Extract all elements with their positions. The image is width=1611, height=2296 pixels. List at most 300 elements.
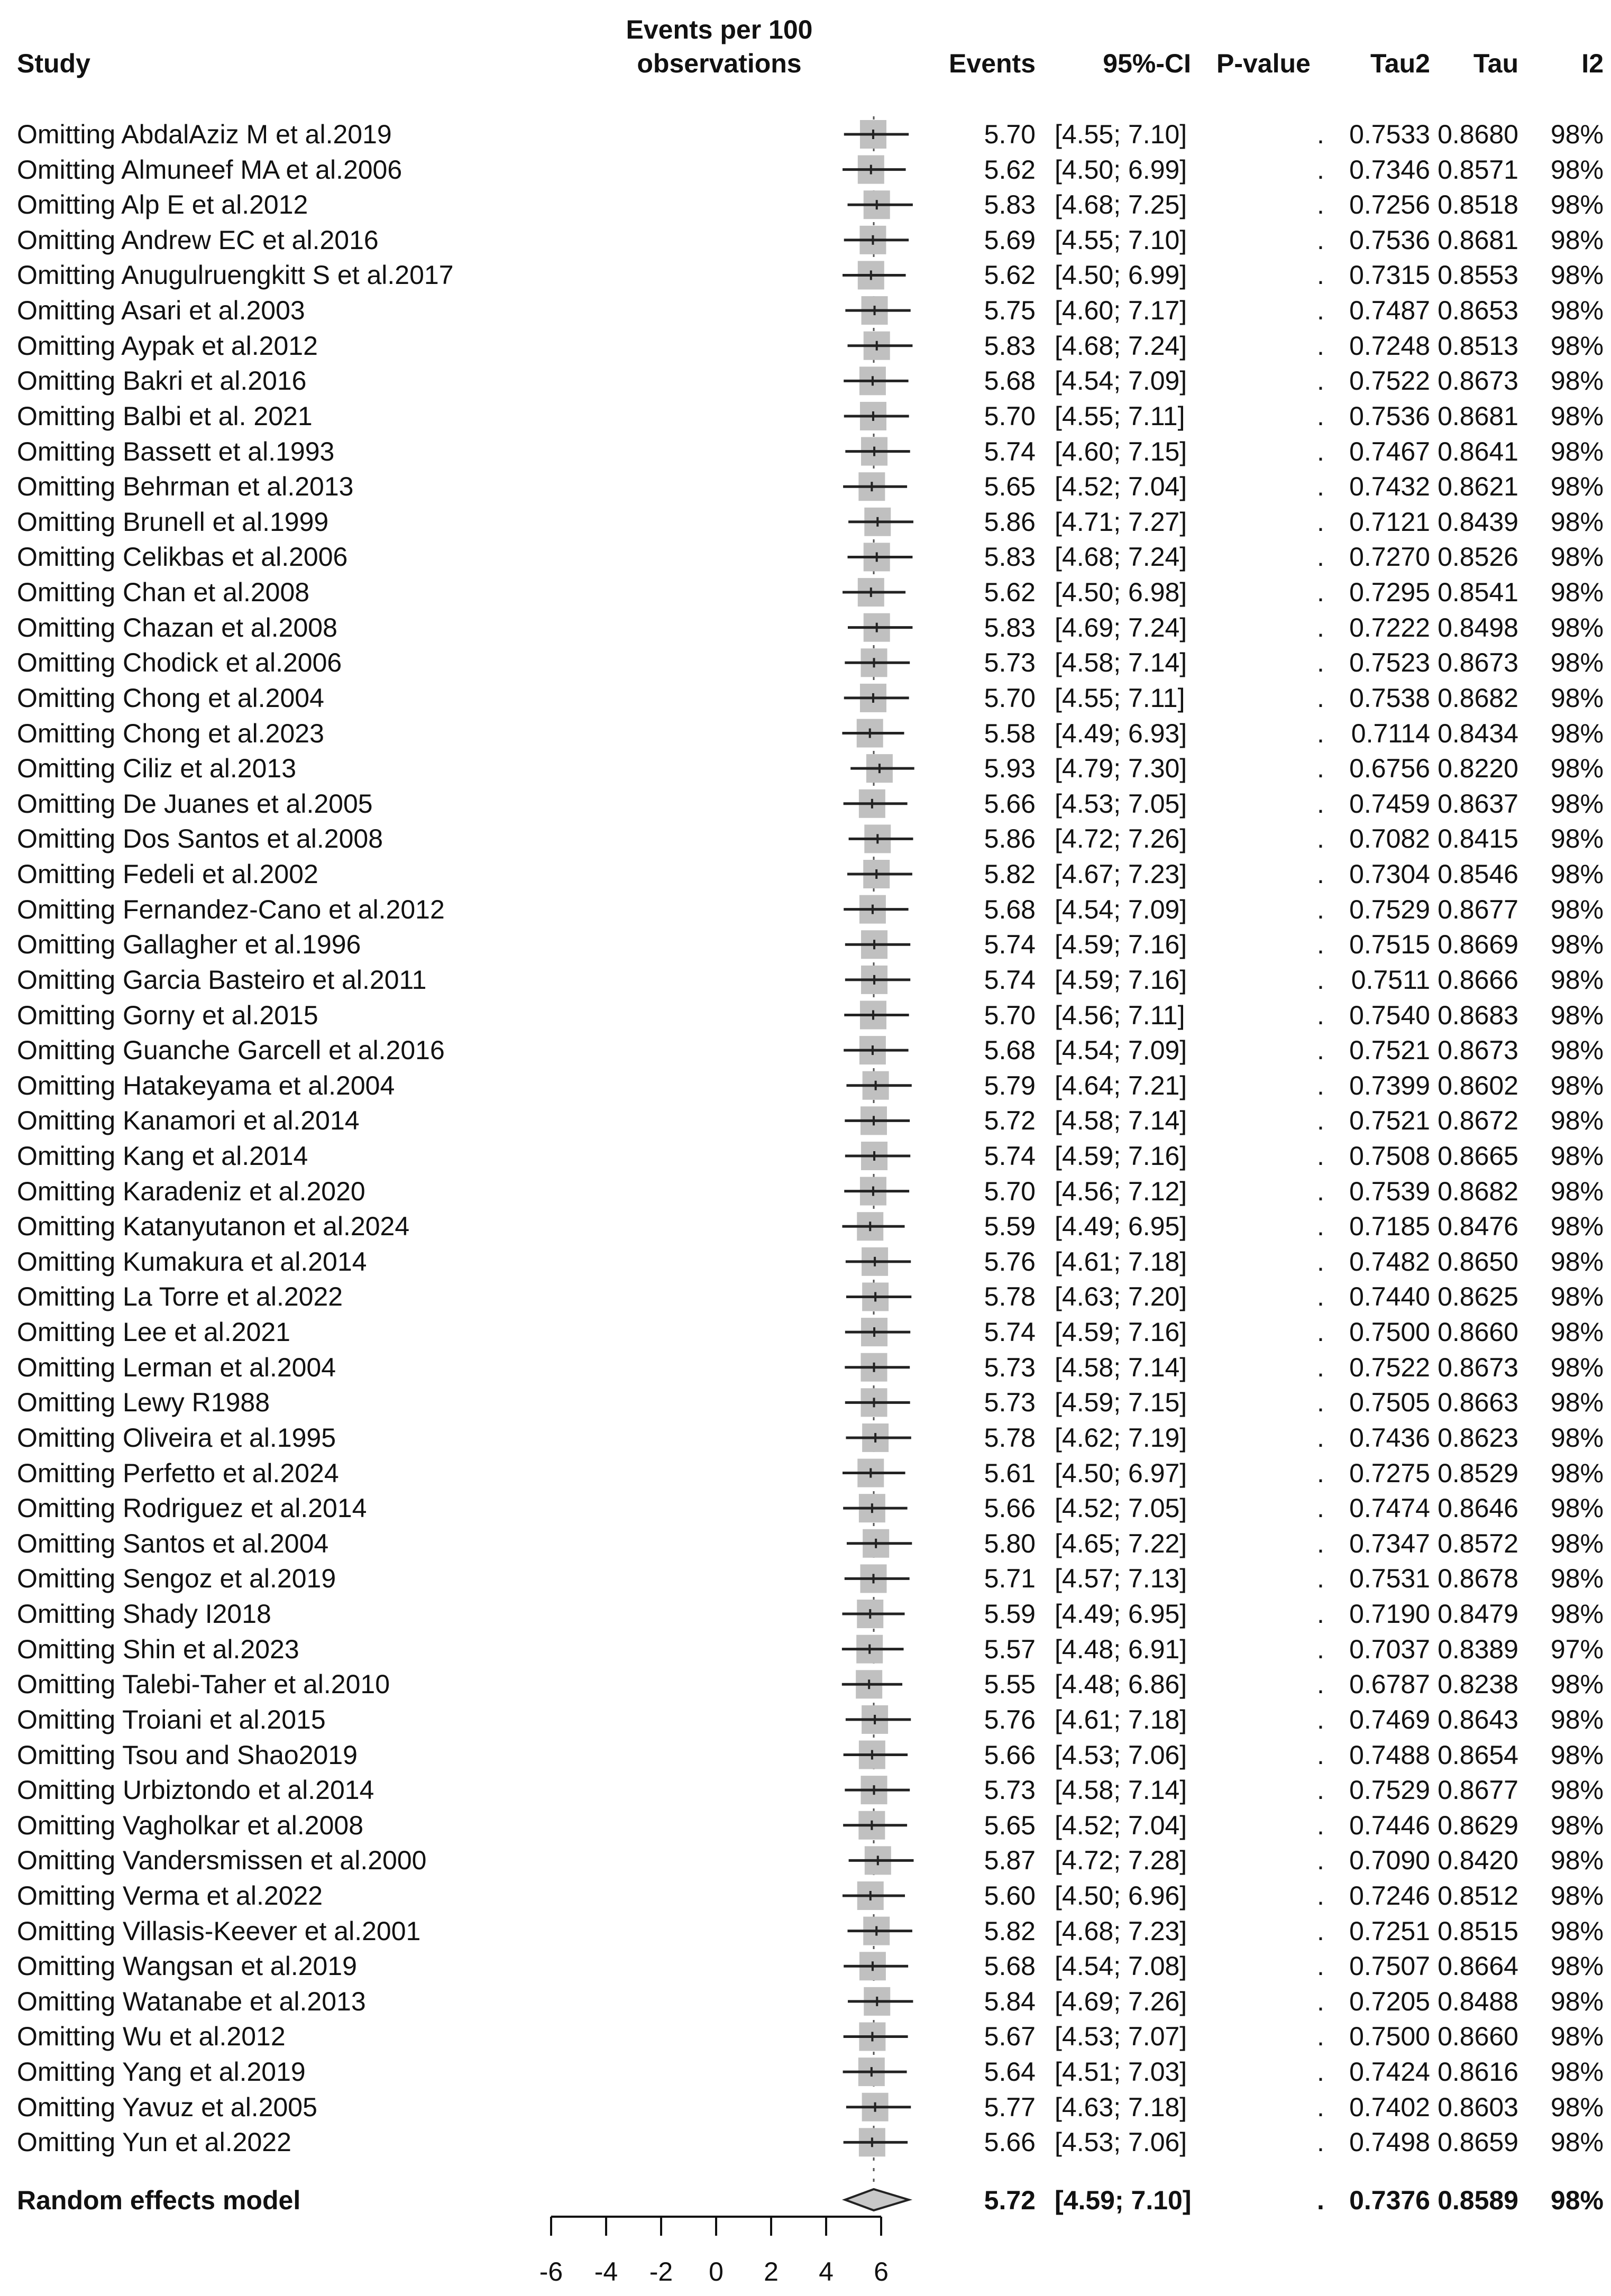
cell-p: . [1317,472,1324,502]
cell-ci: [4.48; 6.86] [1055,1669,1187,1700]
cell-tau: 0.8616 [1438,2057,1518,2087]
cell-tau: 0.8677 [1438,894,1518,924]
cell-events: 5.66 [984,1493,1036,1523]
cell-events: 5.70 [984,683,1036,713]
cell-p: . [1317,330,1324,361]
cell-p: . [1317,1845,1324,1876]
cell-ci: [4.54; 7.09] [1055,1035,1187,1066]
cell-p: . [1317,1916,1324,1946]
cell-events: 5.65 [984,1810,1036,1840]
cell-p: . [1317,1599,1324,1629]
cell-ci: [4.58; 7.14] [1055,1775,1187,1805]
cell-study: Omitting Lerman et al.2004 [17,1352,336,1382]
cell-ci: [4.50; 6.96] [1055,1881,1187,1911]
x-axis-tick-label: -2 [649,2257,673,2286]
cell-p: . [1317,1881,1324,1911]
cell-study: Omitting Wangsan et al.2019 [17,1951,357,1981]
cell-tau: 0.8238 [1438,1669,1518,1700]
cell-study: Omitting Alp E et al.2012 [17,190,308,220]
cell-study: Omitting AbdalAziz M et al.2019 [17,120,392,149]
cell-p: . [1317,1422,1324,1453]
cell-events: 5.62 [984,154,1036,185]
cell-tau2: 0.7399 [1349,1070,1430,1100]
cell-p: . [1317,648,1324,678]
cell-tau: 0.8625 [1438,1282,1518,1312]
cell-ci: [4.54; 7.09] [1055,894,1187,924]
cell-i2: 98% [1550,1916,1604,1946]
cell-ci: [4.58; 7.14] [1055,1352,1187,1382]
cell-tau2: 0.6756 [1349,754,1430,784]
cell-events: 5.68 [984,366,1036,396]
cell-ci: [4.49; 6.93] [1055,718,1187,748]
cell-study: Omitting Rodriguez et al.2014 [17,1493,367,1523]
header-events: Events [949,49,1036,78]
cell-tau: 0.8673 [1438,648,1518,678]
cell-tau2: 0.7275 [1349,1458,1430,1488]
cell-events: 5.68 [984,1035,1036,1066]
cell-tau2: 0.7536 [1349,401,1430,431]
cell-tau2: 0.7270 [1349,542,1430,572]
cell-i2: 98% [1550,577,1604,608]
summary-events: 5.72 [984,2185,1036,2215]
cell-tau: 0.8653 [1438,296,1518,326]
cell-tau2: 0.7505 [1349,1388,1430,1418]
cell-study: Omitting Shin et al.2023 [17,1634,299,1664]
cell-p: . [1317,1951,1324,1981]
cell-i2: 98% [1550,1704,1604,1734]
cell-i2: 98% [1550,1035,1604,1066]
cell-ci: [4.58; 7.14] [1055,648,1187,678]
cell-i2: 98% [1550,1422,1604,1453]
cell-p: . [1317,507,1324,537]
cell-p: . [1317,824,1324,854]
cell-ci: [4.61; 7.18] [1055,1704,1187,1734]
cell-p: . [1317,542,1324,572]
cell-p: . [1317,859,1324,889]
cell-tau: 0.8498 [1438,612,1518,642]
cell-p: . [1317,1810,1324,1840]
cell-events: 5.76 [984,1704,1036,1734]
cell-events: 5.60 [984,1881,1036,1911]
cell-i2: 98% [1550,366,1604,396]
cell-study: Omitting Gorny et al.2015 [17,1000,318,1030]
cell-tau2: 0.7114 [1351,718,1430,748]
cell-i2: 98% [1550,1951,1604,1981]
cell-events: 5.58 [984,718,1036,748]
cell-p: . [1317,1352,1324,1382]
cell-tau2: 0.7487 [1349,296,1430,326]
cell-p: . [1317,1388,1324,1418]
cell-events: 5.62 [984,260,1036,290]
cell-tau2: 0.7540 [1349,1000,1430,1030]
cell-events: 5.57 [984,1634,1036,1664]
cell-tau: 0.8415 [1438,824,1518,854]
cell-ci: [4.69; 7.26] [1055,1986,1187,2016]
cell-ci: [4.55; 7.11] [1055,683,1185,713]
cell-i2: 98% [1550,1352,1604,1382]
cell-i2: 98% [1550,472,1604,502]
cell-tau: 0.8602 [1438,1070,1518,1100]
cell-tau: 0.8439 [1438,507,1518,537]
cell-tau2: 0.7521 [1349,1106,1430,1136]
cell-tau: 0.8654 [1438,1740,1518,1770]
cell-tau: 0.8665 [1438,1141,1518,1171]
cell-tau: 0.8518 [1438,190,1518,220]
cell-tau: 0.8571 [1438,154,1518,185]
cell-events: 5.82 [984,1916,1036,1946]
cell-i2: 98% [1550,1317,1604,1347]
cell-study: Omitting Guanche Garcell et al.2016 [17,1035,445,1066]
cell-p: . [1317,401,1324,431]
cell-events: 5.68 [984,1951,1036,1981]
cell-p: . [1317,1986,1324,2016]
cell-i2: 98% [1550,296,1604,326]
cell-study: Omitting Dos Santos et al.2008 [17,824,383,854]
cell-p: . [1317,436,1324,466]
cell-tau2: 0.7508 [1349,1141,1430,1171]
cell-study: Omitting Bakri et al.2016 [17,366,307,396]
x-axis-tick-label: 4 [819,2257,834,2286]
cell-events: 5.66 [984,788,1036,819]
cell-events: 5.71 [984,1564,1036,1594]
cell-p: . [1317,1141,1324,1171]
cell-tau2: 0.6787 [1349,1669,1430,1700]
cell-study: Omitting Karadeniz et al.2020 [17,1176,365,1206]
cell-ci: [4.59; 7.16] [1055,1141,1187,1171]
cell-tau2: 0.7515 [1349,930,1430,960]
cell-ci: [4.53; 7.06] [1055,1740,1187,1770]
cell-i2: 98% [1550,1845,1604,1876]
header-ci: 95%-CI [1103,49,1191,78]
cell-i2: 98% [1550,401,1604,431]
cell-ci: [4.49; 6.95] [1055,1599,1187,1629]
cell-ci: [4.50; 6.99] [1055,260,1187,290]
cell-i2: 98% [1550,120,1604,149]
cell-tau: 0.8220 [1438,754,1518,784]
x-axis-tick-label: 0 [709,2257,724,2286]
cell-ci: [4.50; 6.97] [1055,1458,1187,1488]
cell-tau: 0.8646 [1438,1493,1518,1523]
cell-events: 5.73 [984,1388,1036,1418]
cell-tau: 0.8546 [1438,859,1518,889]
cell-tau2: 0.7246 [1349,1881,1430,1911]
cell-tau2: 0.7347 [1349,1528,1430,1558]
cell-tau2: 0.7521 [1349,1035,1430,1066]
cell-tau2: 0.7304 [1349,859,1430,889]
header-tau: Tau [1473,49,1518,78]
cell-tau: 0.8476 [1438,1211,1518,1242]
cell-p: . [1317,1740,1324,1770]
cell-tau2: 0.7424 [1349,2057,1430,2087]
cell-tau2: 0.7531 [1349,1564,1430,1594]
cell-tau2: 0.7498 [1349,2127,1430,2157]
header-study: Study [17,49,90,78]
cell-tau2: 0.7511 [1351,965,1430,995]
cell-tau2: 0.7346 [1349,154,1430,185]
cell-events: 5.79 [984,1070,1036,1100]
cell-ci: [4.79; 7.30] [1055,754,1187,784]
cell-tau: 0.8637 [1438,788,1518,819]
cell-events: 5.66 [984,1740,1036,1770]
cell-study: Omitting Kang et al.2014 [17,1141,308,1171]
cell-events: 5.74 [984,930,1036,960]
cell-events: 5.72 [984,1106,1036,1136]
cell-study: Omitting Hatakeyama et al.2004 [17,1070,395,1100]
cell-tau2: 0.7507 [1349,1951,1430,1981]
cell-tau: 0.8678 [1438,1564,1518,1594]
summary-p: . [1317,2185,1324,2215]
cell-p: . [1317,1493,1324,1523]
cell-events: 5.74 [984,965,1036,995]
cell-tau2: 0.7432 [1349,472,1430,502]
cell-ci: [4.53; 7.06] [1055,2127,1187,2157]
cell-events: 5.70 [984,401,1036,431]
cell-events: 5.73 [984,1775,1036,1805]
cell-ci: [4.55; 7.10] [1055,225,1187,255]
cell-study: Omitting Tsou and Shao2019 [17,1740,358,1770]
cell-ci: [4.68; 7.23] [1055,1916,1187,1946]
cell-i2: 98% [1550,1986,1604,2016]
header-i2: I2 [1581,49,1604,78]
cell-tau2: 0.7082 [1349,824,1430,854]
cell-ci: [4.56; 7.11] [1055,1000,1185,1030]
cell-i2: 98% [1550,1388,1604,1418]
cell-tau: 0.8660 [1438,2022,1518,2052]
cell-p: . [1317,2022,1324,2052]
cell-events: 5.65 [984,472,1036,502]
cell-study: Omitting Celikbas et al.2006 [17,542,348,572]
cell-i2: 98% [1550,1669,1604,1700]
cell-ci: [4.52; 7.04] [1055,1810,1187,1840]
summary-tau: 0.8589 [1438,2185,1518,2215]
cell-tau: 0.8603 [1438,2092,1518,2122]
cell-tau2: 0.7440 [1349,1282,1430,1312]
cell-p: . [1317,683,1324,713]
cell-study: Omitting Santos et al.2004 [17,1528,329,1558]
cell-i2: 98% [1550,1000,1604,1030]
cell-i2: 98% [1550,330,1604,361]
cell-study: Omitting Kumakura et al.2014 [17,1246,367,1276]
cell-study: Omitting Lee et al.2021 [17,1317,290,1347]
cell-tau: 0.8682 [1438,683,1518,713]
cell-tau2: 0.7536 [1349,225,1430,255]
cell-study: Omitting Kanamori et al.2014 [17,1106,360,1136]
cell-tau: 0.8673 [1438,1352,1518,1382]
cell-tau2: 0.7522 [1349,366,1430,396]
cell-i2: 98% [1550,754,1604,784]
cell-study: Omitting Garcia Basteiro et al.2011 [17,965,427,995]
cell-tau: 0.8666 [1438,965,1518,995]
cell-p: . [1317,1528,1324,1558]
cell-study: Omitting Katanyutanon et al.2024 [17,1211,410,1242]
cell-i2: 98% [1550,2022,1604,2052]
cell-events: 5.55 [984,1669,1036,1700]
cell-p: . [1317,120,1324,149]
cell-p: . [1317,225,1324,255]
cell-i2: 98% [1550,1599,1604,1629]
cell-p: . [1317,366,1324,396]
cell-i2: 98% [1550,930,1604,960]
cell-events: 5.78 [984,1422,1036,1453]
cell-ci: [4.50; 6.99] [1055,154,1187,185]
cell-tau2: 0.7256 [1349,190,1430,220]
cell-p: . [1317,1317,1324,1347]
cell-tau: 0.8420 [1438,1845,1518,1876]
cell-tau: 0.8672 [1438,1106,1518,1136]
cell-p: . [1317,965,1324,995]
cell-tau: 0.8623 [1438,1422,1518,1453]
cell-tau: 0.8434 [1438,718,1518,748]
cell-study: Omitting Bassett et al.1993 [17,436,335,466]
cell-p: . [1317,190,1324,220]
cell-tau: 0.8512 [1438,1881,1518,1911]
cell-tau: 0.8572 [1438,1528,1518,1558]
cell-events: 5.83 [984,190,1036,220]
x-axis-tick-label: -4 [594,2257,618,2286]
cell-ci: [4.56; 7.12] [1055,1176,1187,1206]
cell-tau: 0.8683 [1438,1000,1518,1030]
cell-i2: 98% [1550,1141,1604,1171]
cell-tau: 0.8673 [1438,366,1518,396]
cell-events: 5.84 [984,1986,1036,2016]
cell-p: . [1317,1070,1324,1100]
cell-i2: 98% [1550,1881,1604,1911]
cell-p: . [1317,1246,1324,1276]
cell-study: Omitting Lewy R1988 [17,1388,270,1418]
cell-study: Omitting Wu et al.2012 [17,2022,286,2052]
header-plot-title-line2: observations [637,49,802,78]
cell-events: 5.83 [984,542,1036,572]
cell-ci: [4.54; 7.08] [1055,1951,1187,1981]
cell-p: . [1317,2127,1324,2157]
cell-i2: 98% [1550,1282,1604,1312]
cell-events: 5.62 [984,577,1036,608]
cell-tau2: 0.7482 [1349,1246,1430,1276]
cell-study: Omitting Chazan et al.2008 [17,612,337,642]
cell-events: 5.70 [984,1176,1036,1206]
cell-tau2: 0.7488 [1349,1740,1430,1770]
cell-events: 5.83 [984,612,1036,642]
cell-ci: [4.48; 6.91] [1055,1634,1187,1664]
cell-i2: 98% [1550,1246,1604,1276]
cell-events: 5.93 [984,754,1036,784]
cell-i2: 98% [1550,1070,1604,1100]
cell-tau2: 0.7222 [1349,612,1430,642]
x-axis-tick-label: 2 [764,2257,779,2286]
header-plot-title-line1: Events per 100 [626,15,813,44]
cell-tau: 0.8677 [1438,1775,1518,1805]
cell-i2: 98% [1550,1775,1604,1805]
cell-ci: [4.59; 7.16] [1055,1317,1187,1347]
cell-tau2: 0.7529 [1349,1775,1430,1805]
cell-i2: 98% [1550,648,1604,678]
cell-study: Omitting Yun et al.2022 [17,2127,291,2157]
summary-diamond [845,2189,909,2210]
cell-tau: 0.8659 [1438,2127,1518,2157]
cell-tau2: 0.7037 [1349,1634,1430,1664]
cell-p: . [1317,894,1324,924]
cell-ci: [4.59; 7.15] [1055,1388,1187,1418]
cell-p: . [1317,260,1324,290]
cell-tau2: 0.7446 [1349,1810,1430,1840]
cell-i2: 98% [1550,1106,1604,1136]
cell-p: . [1317,577,1324,608]
cell-study: Omitting Fedeli et al.2002 [17,859,318,889]
cell-i2: 98% [1550,542,1604,572]
cell-ci: [4.55; 7.10] [1055,120,1187,149]
cell-p: . [1317,718,1324,748]
cell-ci: [4.72; 7.26] [1055,824,1187,854]
x-axis-tick-label: 6 [874,2257,889,2286]
cell-tau2: 0.7500 [1349,1317,1430,1347]
cell-study: Omitting Ciliz et al.2013 [17,754,297,784]
cell-tau2: 0.7529 [1349,894,1430,924]
cell-p: . [1317,1106,1324,1136]
cell-i2: 98% [1550,1458,1604,1488]
cell-events: 5.80 [984,1528,1036,1558]
summary-study: Random effects model [17,2185,301,2215]
cell-study: Omitting Chong et al.2023 [17,718,324,748]
cell-events: 5.59 [984,1211,1036,1242]
summary-i2: 98% [1550,2185,1604,2215]
cell-study: Omitting Asari et al.2003 [17,296,305,326]
cell-events: 5.77 [984,2092,1036,2122]
cell-events: 5.78 [984,1282,1036,1312]
cell-study: Omitting Balbi et al. 2021 [17,401,313,431]
cell-p: . [1317,296,1324,326]
cell-ci: [4.62; 7.19] [1055,1422,1187,1453]
cell-events: 5.64 [984,2057,1036,2087]
cell-i2: 98% [1550,2092,1604,2122]
cell-study: Omitting Troiani et al.2015 [17,1704,326,1734]
cell-i2: 98% [1550,788,1604,819]
cell-tau: 0.8643 [1438,1704,1518,1734]
cell-study: Omitting Verma et al.2022 [17,1881,323,1911]
cell-ci: [4.68; 7.25] [1055,190,1187,220]
cell-p: . [1317,1704,1324,1734]
cell-study: Omitting La Torre et al.2022 [17,1282,343,1312]
cell-study: Omitting Anugulruengkitt S et al.2017 [17,260,454,290]
cell-events: 5.59 [984,1599,1036,1629]
summary-ci: [4.59; 7.10] [1055,2185,1192,2215]
cell-ci: [4.71; 7.27] [1055,507,1187,537]
cell-i2: 98% [1550,507,1604,537]
cell-study: Omitting Chodick et al.2006 [17,648,342,678]
cell-p: . [1317,1282,1324,1312]
cell-ci: [4.63; 7.20] [1055,1282,1187,1312]
cell-study: Omitting Brunell et al.1999 [17,507,329,537]
cell-events: 5.83 [984,330,1036,361]
cell-p: . [1317,1000,1324,1030]
cell-events: 5.73 [984,648,1036,678]
cell-i2: 98% [1550,154,1604,185]
cell-tau2: 0.7248 [1349,330,1430,361]
cell-ci: [4.55; 7.11] [1055,401,1185,431]
cell-events: 5.67 [984,2022,1036,2052]
cell-study: Omitting Chan et al.2008 [17,577,310,608]
cell-events: 5.68 [984,894,1036,924]
cell-tau2: 0.7205 [1349,1986,1430,2016]
cell-study: Omitting Gallagher et al.1996 [17,930,361,960]
cell-ci: [4.68; 7.24] [1055,542,1187,572]
cell-p: . [1317,1775,1324,1805]
cell-p: . [1317,2057,1324,2087]
cell-i2: 98% [1550,718,1604,748]
cell-study: Omitting Chong et al.2004 [17,683,324,713]
cell-tau: 0.8515 [1438,1916,1518,1946]
cell-ci: [4.60; 7.15] [1055,436,1187,466]
cell-study: Omitting Sengoz et al.2019 [17,1564,336,1594]
